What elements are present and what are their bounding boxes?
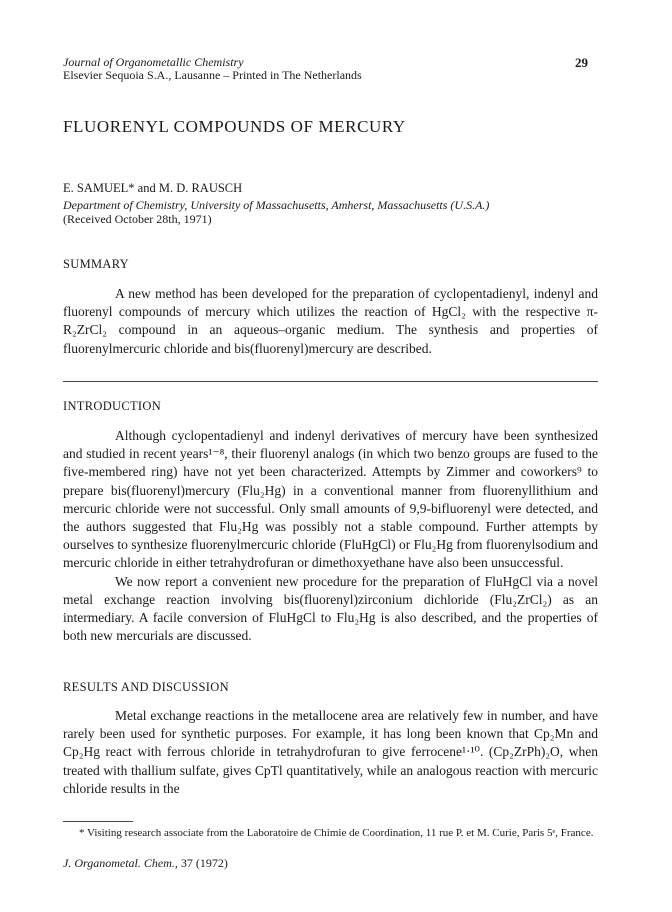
page-footer — [63, 856, 228, 871]
page-number: 29 — [575, 55, 588, 70]
journal-name: Journal of Organometallic Chemistry — [63, 55, 244, 69]
footnote-divider — [63, 821, 133, 822]
introduction-body — [63, 427, 598, 645]
received-date: (Received October 28th, 1971) — [63, 212, 212, 226]
results-heading: RESULTS AND DISCUSSION — [63, 680, 229, 694]
footer-volume: 37 (1972) — [180, 856, 228, 870]
results-body — [63, 707, 598, 798]
publisher-line: Elsevier Sequoia S.A., Lausanne – Printed in The Netherlands — [63, 68, 362, 82]
article-title: FLUORENYL COMPOUNDS OF MERCURY — [63, 117, 406, 136]
section-divider — [63, 381, 598, 382]
footnote-text: * Visiting research associate from the Laboratoire de Chimie de Coordination, 11 rue P. et M. Curie, Paris 5ᵉ, France. — [79, 827, 594, 839]
footnote — [63, 826, 603, 841]
affiliation: Department of Chemistry, University of Massachusetts, Amherst, Massachusetts (U.S.A.) — [63, 198, 490, 212]
introduction-paragraph-1: Although cyclopentadienyl and indenyl derivatives of mercury have been synthesized and studied in recent years¹⁻⁸, their fluorenyl analogs (in which two benzo groups are fused to the five-membered ring) have not yet been characterized. Attempts by Zimmer and coworkers⁹ to prepare bis(fluorenyl)mercury (Flu₂Hg) in a conventional manner from fluorenyllithium and mercuric chloride were not successful. Only small amounts of 9,9-bifluorenyl were detected, and the authors suggested that Flu₂Hg was possibly not a stable compound. Further attempts by ourselves to synthesize fluorenylmercuric chloride (FluHgCl) or Flu₂Hg from fluorenylsodium and mercuric chloride in either tetrahydrofuran or dimethoxyethane have also been unsuccessful. — [63, 428, 598, 571]
summary-paragraph: A new method has been developed for the preparation of cyclopentadienyl, indenyl and fluorenyl compounds of mercury which utilizes the reaction of HgCl₂ with the respective π-R₂ZrCl₂ compound in an aqueous–organic medium. The synthesis and properties of fluorenylmercuric chloride and bis(fluorenyl)mercury are described. — [63, 286, 598, 356]
authors: E. SAMUEL* and M. D. RAUSCH — [63, 181, 243, 195]
introduction-paragraph-2: We now report a convenient new procedure for the preparation of FluHgCl via a novel metal exchange reaction involving bis(fluorenyl)zirconium dichloride (Flu₂ZrCl₂) as an intermediary. A facile conversion of FluHgCl to Flu₂Hg is also described, and the properties of both new mercurials are discussed. — [63, 573, 598, 644]
summary-body — [63, 285, 598, 358]
footer-journal: J. Organometal. Chem., — [63, 856, 178, 870]
introduction-heading: INTRODUCTION — [63, 399, 162, 413]
results-paragraph-1: Metal exchange reactions in the metallocene area are relatively few in number, and have rarely been used for synthetic purposes. For example, it has long been known that Cp₂Mn and Cp₂Hg react with ferrous chloride in tetrahydrofuran to give ferrocene¹·¹⁰. (Cp₂ZrPh)₂O, when treated with thallium sulfate, gives CpTl quantitatively, while an analogous reaction with mercuric chloride results in the — [63, 708, 598, 796]
summary-heading: SUMMARY — [63, 257, 130, 271]
